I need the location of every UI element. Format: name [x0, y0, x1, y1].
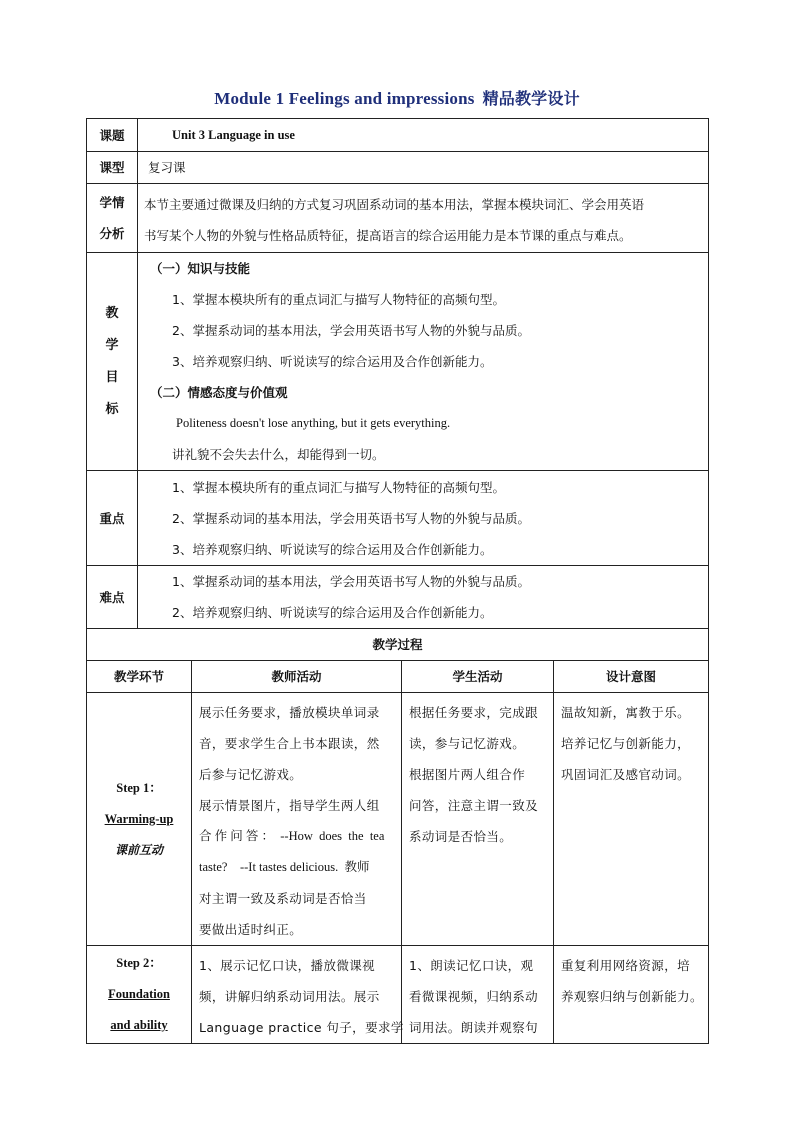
- row-analysis: [87, 184, 709, 253]
- step-1-teacher-line-1: 展示任务要求，播放模块单词录: [199, 705, 380, 720]
- row-type: [87, 152, 709, 184]
- type-value: 复习课: [148, 160, 186, 175]
- document-title: [0, 86, 794, 109]
- row-goals: [87, 253, 709, 471]
- step-2-intent-line-2: 养观察归纳与创新能力。: [561, 989, 703, 1004]
- goals-item-2: 2、掌握系动词的基本用法，学会用英语书写人物的外貌与品质。: [172, 323, 530, 338]
- step-1-intent-line-1: 温故知新，寓教于乐。: [561, 705, 691, 720]
- step-1-student-line-5: 系动词是否恰当。: [409, 829, 513, 844]
- goals-item-1: 1、掌握本模块所有的重点词汇与描写人物特征的高频句型。: [172, 292, 505, 307]
- step-1-teacher-line-5: 合 作 问 答 ： --How does the tea: [199, 829, 385, 843]
- step-1-name: Warming-up: [104, 811, 174, 826]
- goals-quote-chinese: 讲礼貌不会失去什么，却能得到一切。: [172, 447, 385, 462]
- step-1-teacher-line-2: 音，要求学生合上书本跟读，然: [199, 736, 380, 751]
- step-1-teacher-line-3: 后参与记忆游戏。: [199, 767, 303, 782]
- goals-quote-english: Politeness doesn't lose anything, but it gets everything.: [176, 416, 451, 430]
- step-1-student-line-3: 根据图片两人组合作: [409, 767, 526, 782]
- row-step-1: [87, 693, 709, 946]
- step-1-teacher: [192, 693, 402, 946]
- step-2-intent: [554, 946, 709, 1044]
- step-2-teacher-line-2: 频，讲解归纳系动词用法。展示: [199, 989, 380, 1004]
- step-1-intent-line-2: 培养记忆与创新能力，: [561, 736, 691, 751]
- step-1-intent-line-3: 巩固词汇及感官动词。: [561, 767, 691, 782]
- type-label: 课型: [87, 152, 138, 184]
- step-1-teacher-line-7: 对主谓一致及系动词是否恰当: [199, 891, 367, 906]
- goals-label-char-1: 教: [105, 305, 119, 321]
- goals-label-char-4: 标: [105, 401, 119, 417]
- row-difficulties: [87, 566, 709, 629]
- process-heading: 教学过程: [87, 629, 709, 661]
- analysis-line-1: 本节主要通过微课及归纳的方式复习巩固系动词的基本用法，掌握本模块词汇、学会用英语: [144, 196, 645, 212]
- step-2-teacher-line-1: 1、展示记忆口诀，播放微课视: [199, 958, 376, 973]
- goals-label-char-2: 学: [105, 337, 119, 353]
- column-header-student: 学生活动: [402, 661, 554, 693]
- step-1-intent: [554, 693, 709, 946]
- step-2-student-line-3: 词用法。朗读并观察句: [409, 1020, 539, 1035]
- difficulty-item-1: 1、掌握系动词的基本用法，学会用英语书写人物的外貌与品质。: [172, 574, 530, 589]
- step-2-intent-line-1: 重复利用网络资源，培: [561, 958, 691, 973]
- row-process-columns: [87, 661, 709, 693]
- analysis-label-2: 分析: [99, 226, 125, 241]
- step-2-stage: [87, 946, 192, 1044]
- step-1-student-line-1: 根据任务要求，完成跟: [409, 705, 539, 720]
- row-process-heading: [87, 629, 709, 661]
- step-1-student: [402, 693, 554, 946]
- step-2-student-line-2: 看微课视频，归纳系动: [409, 989, 539, 1004]
- goals-section-knowledge: （一）知识与技能: [150, 261, 251, 276]
- goals-section-attitude: （二）情感态度与价值观: [150, 385, 288, 400]
- key-points-label: 重点: [87, 471, 138, 566]
- step-1-stage: [87, 693, 192, 946]
- row-key-points: [87, 471, 709, 566]
- lesson-plan-table: [86, 118, 709, 1044]
- step-2-student-line-1: 1、朗读记忆口诀，观: [409, 958, 534, 973]
- step-1-chinese: 课前互动: [114, 842, 163, 857]
- row-step-2: [87, 946, 709, 1044]
- topic-value: Unit 3 Language in use: [172, 128, 295, 142]
- step-1-student-line-2: 读，参与记忆游戏。: [409, 736, 526, 751]
- key-point-item-3: 3、培养观察归纳、听说读写的综合运用及合作创新能力。: [172, 541, 493, 557]
- step-2-name-line-2: and ability: [110, 1018, 168, 1032]
- step-1-teacher-line-4: 展示情景图片，指导学生两人组: [199, 798, 380, 813]
- row-topic: [87, 119, 709, 152]
- step-2-teacher: [192, 946, 402, 1044]
- column-header-stage: 教学环节: [87, 661, 192, 693]
- step-1-student-line-4: 问答，注意主谓一致及: [409, 798, 539, 813]
- step-2-name-line-1: Foundation: [108, 987, 170, 1001]
- analysis-label-1: 学情: [99, 195, 125, 210]
- column-header-teacher: 教师活动: [192, 661, 402, 693]
- key-point-item-2: 2、掌握系动词的基本用法，学会用英语书写人物的外貌与品质。: [172, 510, 530, 526]
- title-chinese: 精品教学设计: [482, 89, 580, 108]
- analysis-line-2: 书写某个人物的外貌与性格品质特征，提高语言的综合运用能力是本节课的重点与难点。: [144, 227, 632, 243]
- goals-item-3: 3、培养观察归纳、听说读写的综合运用及合作创新能力。: [172, 354, 493, 369]
- step-1-number: Step 1：: [116, 780, 162, 795]
- step-1-teacher-line-8: 要做出适时纠正。: [199, 922, 303, 937]
- key-point-item-1: 1、掌握本模块所有的重点词汇与描写人物特征的高频句型。: [172, 479, 505, 495]
- topic-label: 课题: [87, 119, 138, 152]
- title-english: Module 1 Feelings and impressions: [214, 89, 475, 108]
- step-2-student: [402, 946, 554, 1044]
- step-1-teacher-line-6: taste? --It tastes delicious. 教师: [199, 860, 370, 874]
- step-2-number: Step 2：: [116, 956, 162, 970]
- goals-label: [87, 253, 138, 471]
- goals-label-char-3: 目: [105, 369, 119, 385]
- difficulties-label: 难点: [87, 566, 138, 629]
- step-2-teacher-line-3: Language practice 句子，要求学: [199, 1020, 404, 1035]
- column-header-intent: 设计意图: [554, 661, 709, 693]
- difficulty-item-2: 2、培养观察归纳、听说读写的综合运用及合作创新能力。: [172, 605, 493, 620]
